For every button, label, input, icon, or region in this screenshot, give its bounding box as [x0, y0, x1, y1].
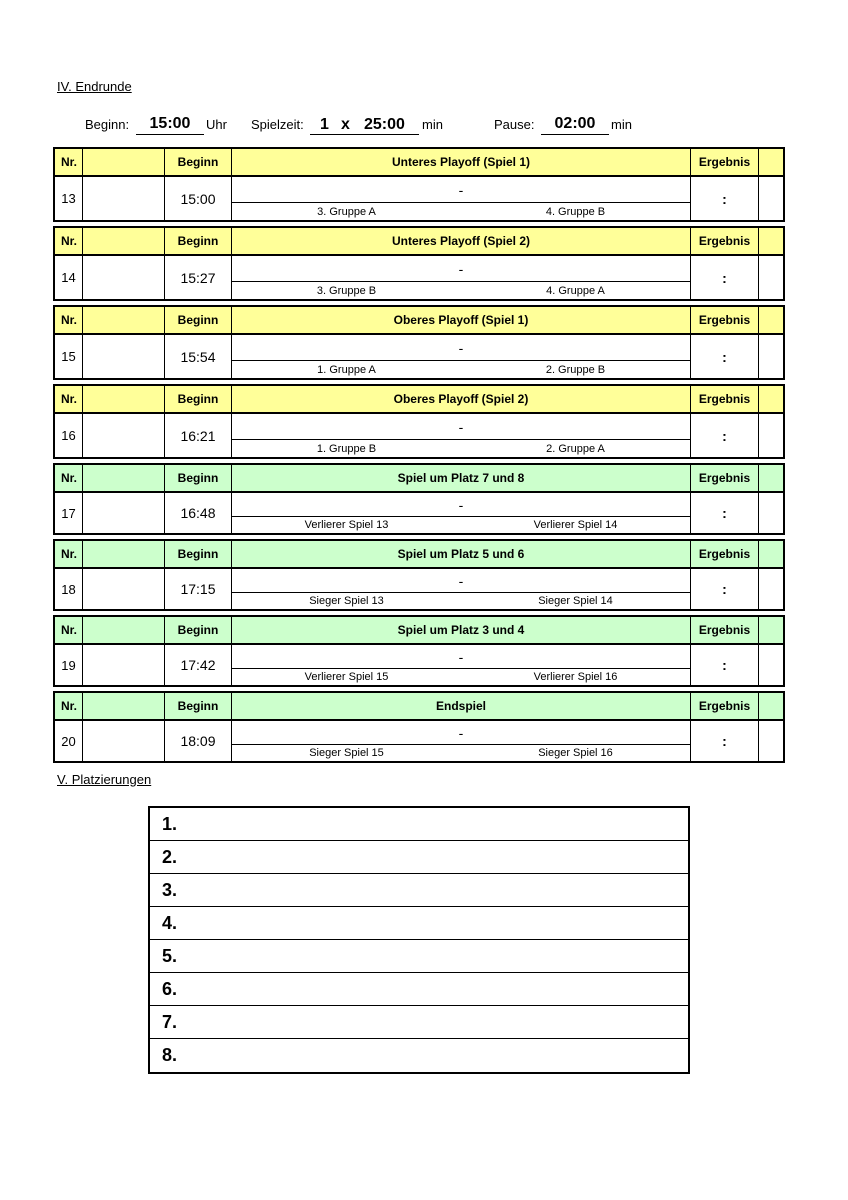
match-title: Unteres Playoff (Spiel 1) — [232, 149, 691, 175]
match-block — [53, 226, 785, 301]
match-time: 18:09 — [165, 721, 232, 761]
header-empty — [83, 541, 165, 567]
match-header — [55, 307, 783, 335]
match-number: 17 — [55, 493, 83, 533]
header-empty — [83, 149, 165, 175]
header-beginn: Beginn — [165, 465, 232, 491]
header-nr: Nr. — [55, 617, 83, 643]
match-header — [55, 149, 783, 177]
match-field-cell[interactable] — [83, 177, 165, 220]
away-team: 4. Gruppe A — [546, 284, 605, 297]
header-ergebnis: Ergebnis — [691, 465, 759, 491]
home-team: 1. Gruppe A — [317, 363, 376, 376]
match-score-line[interactable]: - — [232, 177, 690, 203]
match-number: 19 — [55, 645, 83, 685]
match-teams — [232, 440, 690, 457]
home-team: Verlierer Spiel 13 — [304, 519, 389, 531]
match-header — [55, 541, 783, 569]
match-teams — [232, 203, 690, 220]
match-extra-cell[interactable] — [759, 493, 783, 533]
match-header — [55, 465, 783, 493]
match-teams — [232, 282, 690, 299]
match-list — [53, 147, 785, 767]
home-team: 3. Gruppe B — [316, 284, 377, 297]
header-nr: Nr. — [55, 465, 83, 491]
placement-row[interactable] — [150, 940, 688, 973]
match-number: 15 — [55, 335, 83, 378]
header-extra — [759, 386, 783, 412]
match-header — [55, 228, 783, 256]
header-empty — [83, 386, 165, 412]
match-body — [55, 645, 783, 685]
match-score-line[interactable]: - — [232, 721, 690, 745]
header-ergebnis: Ergebnis — [691, 307, 759, 333]
match-header — [55, 617, 783, 645]
beginn-unit: Uhr — [206, 117, 227, 132]
away-team: 2. Gruppe B — [545, 363, 606, 376]
match-game — [232, 569, 691, 609]
match-field-cell[interactable] — [83, 645, 165, 685]
match-teams — [232, 593, 690, 609]
match-body — [55, 177, 783, 220]
match-game — [232, 721, 691, 761]
header-nr: Nr. — [55, 307, 83, 333]
match-extra-cell[interactable] — [759, 335, 783, 378]
match-score-line[interactable]: - — [232, 569, 690, 593]
header-beginn: Beginn — [165, 386, 232, 412]
header-empty — [83, 307, 165, 333]
match-body — [55, 721, 783, 761]
match-result[interactable]: : — [691, 177, 759, 220]
header-beginn: Beginn — [165, 149, 232, 175]
header-extra — [759, 465, 783, 491]
placement-row[interactable] — [150, 808, 688, 841]
section-title-endrunde: IV. Endrunde — [57, 79, 132, 94]
match-title: Spiel um Platz 3 und 4 — [232, 617, 691, 643]
match-time: 16:21 — [165, 414, 232, 457]
match-result[interactable]: : — [691, 493, 759, 533]
header-ergebnis: Ergebnis — [691, 228, 759, 254]
match-body — [55, 493, 783, 533]
placement-rank: 7. — [162, 1011, 178, 1032]
match-block — [53, 305, 785, 380]
match-score-line[interactable]: - — [232, 256, 690, 282]
beginn-value: 15:00 — [136, 114, 204, 135]
home-team: Sieger Spiel 13 — [309, 595, 384, 607]
header-beginn: Beginn — [165, 617, 232, 643]
away-team: Sieger Spiel 16 — [538, 747, 613, 759]
away-team: Sieger Spiel 14 — [538, 595, 613, 607]
match-header — [55, 693, 783, 721]
header-beginn: Beginn — [165, 541, 232, 567]
match-field-cell[interactable] — [83, 721, 165, 761]
header-ergebnis: Ergebnis — [691, 617, 759, 643]
match-extra-cell[interactable] — [759, 414, 783, 457]
match-game — [232, 177, 691, 220]
match-game — [232, 335, 691, 378]
match-teams — [232, 517, 690, 533]
match-extra-cell[interactable] — [759, 569, 783, 609]
match-result[interactable]: : — [691, 414, 759, 457]
match-field-cell[interactable] — [83, 335, 165, 378]
match-number: 13 — [55, 177, 83, 220]
placement-rank: 2. — [162, 846, 178, 867]
match-score-line[interactable]: - — [232, 414, 690, 440]
match-number: 18 — [55, 569, 83, 609]
match-block — [53, 463, 785, 535]
match-result[interactable]: : — [691, 335, 759, 378]
placement-row[interactable] — [150, 1006, 688, 1039]
away-team: Verlierer Spiel 16 — [533, 671, 618, 683]
header-beginn: Beginn — [165, 307, 232, 333]
header-ergebnis: Ergebnis — [691, 693, 759, 719]
header-empty — [83, 617, 165, 643]
placement-row[interactable] — [150, 1039, 688, 1072]
match-result[interactable]: : — [691, 569, 759, 609]
home-team: 3. Gruppe A — [317, 205, 376, 218]
placement-row[interactable] — [150, 841, 688, 874]
match-game — [232, 645, 691, 685]
header-empty — [83, 228, 165, 254]
match-field-cell[interactable] — [83, 569, 165, 609]
match-score-line[interactable]: - — [232, 645, 690, 669]
match-time: 17:15 — [165, 569, 232, 609]
header-extra — [759, 307, 783, 333]
match-extra-cell[interactable] — [759, 177, 783, 220]
pause-value: 02:00 — [541, 114, 609, 135]
match-time: 15:27 — [165, 256, 232, 299]
pause-label: Pause: — [494, 117, 535, 132]
pause-unit: min — [611, 117, 632, 132]
match-extra-cell[interactable] — [759, 256, 783, 299]
beginn-label: Beginn: — [85, 117, 130, 132]
match-number: 20 — [55, 721, 83, 761]
placement-rank: 3. — [162, 879, 178, 900]
header-nr: Nr. — [55, 693, 83, 719]
header-extra — [759, 541, 783, 567]
placement-row[interactable] — [150, 907, 688, 940]
match-header — [55, 386, 783, 414]
spielzeit-x: x — [341, 116, 350, 133]
header-extra — [759, 149, 783, 175]
placement-row[interactable] — [150, 874, 688, 907]
match-block — [53, 539, 785, 611]
spielzeit-count: 1 — [320, 116, 329, 133]
match-field-cell[interactable] — [83, 414, 165, 457]
away-team: 2. Gruppe A — [546, 442, 605, 455]
match-body — [55, 414, 783, 457]
header-nr: Nr. — [55, 149, 83, 175]
match-teams — [232, 361, 690, 378]
match-game — [232, 493, 691, 533]
header-beginn: Beginn — [165, 228, 232, 254]
header-extra — [759, 617, 783, 643]
header-empty — [83, 693, 165, 719]
header-empty — [83, 465, 165, 491]
match-block — [53, 691, 785, 763]
spielzeit-unit: min — [422, 117, 443, 132]
match-number: 14 — [55, 256, 83, 299]
match-block — [53, 147, 785, 222]
placement-row[interactable] — [150, 973, 688, 1006]
placement-rank: 6. — [162, 978, 178, 999]
match-number: 16 — [55, 414, 83, 457]
placement-rank: 8. — [162, 1045, 178, 1065]
match-time: 15:00 — [165, 177, 232, 220]
match-field-cell[interactable] — [83, 256, 165, 299]
match-time: 17:42 — [165, 645, 232, 685]
match-title: Spiel um Platz 5 und 6 — [232, 541, 691, 567]
home-team: Verlierer Spiel 15 — [304, 671, 389, 683]
match-body — [55, 569, 783, 609]
match-block — [53, 384, 785, 459]
match-title: Endspiel — [232, 693, 691, 719]
spielzeit-fill — [310, 114, 419, 135]
header-beginn: Beginn — [165, 693, 232, 719]
match-result[interactable]: : — [691, 256, 759, 299]
placement-table — [148, 806, 690, 1074]
match-body — [55, 256, 783, 299]
match-score-line[interactable]: - — [232, 493, 690, 517]
match-score-line[interactable]: - — [232, 335, 690, 361]
placement-rank: 4. — [162, 912, 178, 933]
away-team: 4. Gruppe B — [545, 205, 606, 218]
spielzeit-value: 25:00 — [364, 116, 405, 133]
match-title: Oberes Playoff (Spiel 1) — [232, 307, 691, 333]
header-extra — [759, 693, 783, 719]
header-ergebnis: Ergebnis — [691, 386, 759, 412]
match-title: Unteres Playoff (Spiel 2) — [232, 228, 691, 254]
placement-rank: 1. — [162, 813, 178, 834]
match-result[interactable]: : — [691, 645, 759, 685]
match-extra-cell[interactable] — [759, 721, 783, 761]
home-team: 1. Gruppe B — [316, 442, 377, 455]
match-teams — [232, 669, 690, 685]
header-extra — [759, 228, 783, 254]
away-team: Verlierer Spiel 14 — [533, 519, 618, 531]
match-game — [232, 256, 691, 299]
placement-rank: 5. — [162, 945, 178, 966]
match-title: Oberes Playoff (Spiel 2) — [232, 386, 691, 412]
match-field-cell[interactable] — [83, 493, 165, 533]
section-title-platzierungen: V. Platzierungen — [57, 772, 152, 787]
match-time: 16:48 — [165, 493, 232, 533]
match-title: Spiel um Platz 7 und 8 — [232, 465, 691, 491]
match-teams — [232, 745, 690, 761]
header-ergebnis: Ergebnis — [691, 541, 759, 567]
match-block — [53, 615, 785, 687]
match-extra-cell[interactable] — [759, 645, 783, 685]
spielzeit-label: Spielzeit: — [251, 117, 304, 132]
match-game — [232, 414, 691, 457]
header-nr: Nr. — [55, 228, 83, 254]
header-ergebnis: Ergebnis — [691, 149, 759, 175]
header-nr: Nr. — [55, 386, 83, 412]
match-body — [55, 335, 783, 378]
match-result[interactable]: : — [691, 721, 759, 761]
header-nr: Nr. — [55, 541, 83, 567]
home-team: Sieger Spiel 15 — [309, 747, 384, 759]
match-time: 15:54 — [165, 335, 232, 378]
